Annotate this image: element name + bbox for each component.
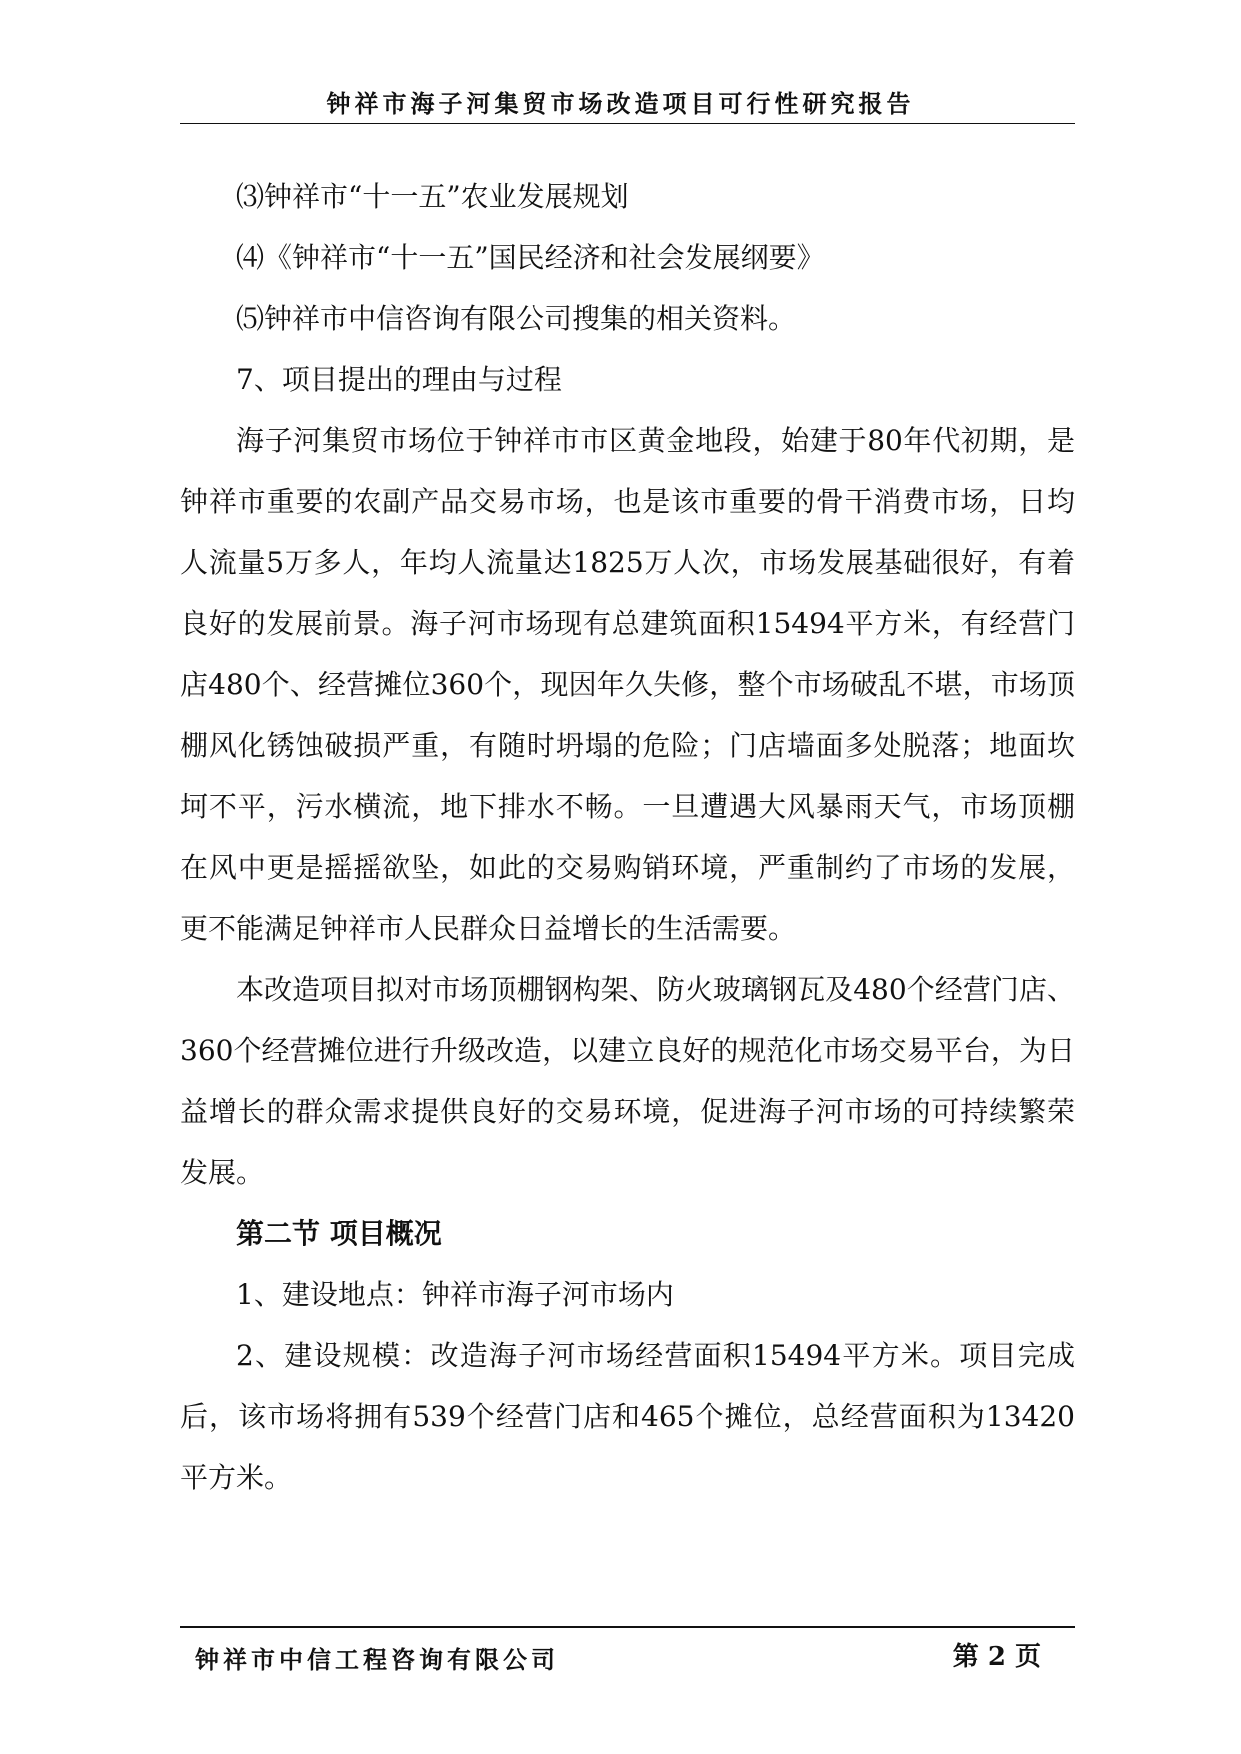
subheading-reasons: 7、项目提出的理由与过程: [236, 363, 562, 396]
paragraph-renovation-plan: 本改造项目拟对市场顶棚钢构架、防火玻璃钢瓦及480个经营门店、360个经营摊位进行升级改造，以建立良好的规范化市场交易平台，为日益增长的群众需求提供良好的交易环境，促进海子河市场的可持续繁荣发展。: [180, 973, 1075, 1189]
section-heading: 第二节 项目概况: [236, 1217, 442, 1250]
reference-item-3: ⑶钟祥市“十一五”农业发展规划: [236, 180, 629, 213]
paragraph-location: 1、建设地点：钟祥市海子河市场内: [236, 1278, 674, 1311]
reference-item-5: ⑸钟祥市中信咨询有限公司搜集的相关资料。: [236, 302, 797, 335]
header-divider: [180, 123, 1075, 124]
reference-item-4: ⑷《钟祥市“十一五”国民经济和社会发展纲要》: [236, 241, 825, 274]
report-title: 钟祥市海子河集贸市场改造项目可行性研究报告: [326, 89, 915, 118]
footer-divider: [180, 1626, 1075, 1628]
page-body: [180, 166, 1075, 1508]
footer-company: 钟祥市中信工程咨询有限公司: [195, 1645, 559, 1674]
paragraph-market-status: 海子河集贸市场位于钟祥市市区黄金地段，始建于80年代初期，是钟祥市重要的农副产品交易市场，也是该市重要的骨干消费市场，日均人流量5万多人，年均人流量达1825万人次，市场发展基础很好，有着良好的发展前景。海子河市场现有总建筑面积15494平方米，有经营门店480个、经营摊位360个，现因年久失修，整个市场破乱不堪，市场顶棚风化锈蚀破损严重，有随时坍塌的危险；门店墙面多处脱落；地面坎坷不平，污水横流，地下排水不畅。一旦遭遇大风暴雨天气，市场顶棚在风中更是摇摇欲坠，如此的交易购销环境，严重制约了市场的发展，更不能满足钟祥市人民群众日益增长的生活需要。: [180, 424, 1075, 945]
paragraph-scale: 2、建设规模：改造海子河市场经营面积15494平方米。项目完成后，该市场将拥有539个经营门店和465个摊位，总经营面积为13420平方米。: [180, 1339, 1075, 1494]
page-number: 第 2 页: [952, 1642, 1041, 1672]
